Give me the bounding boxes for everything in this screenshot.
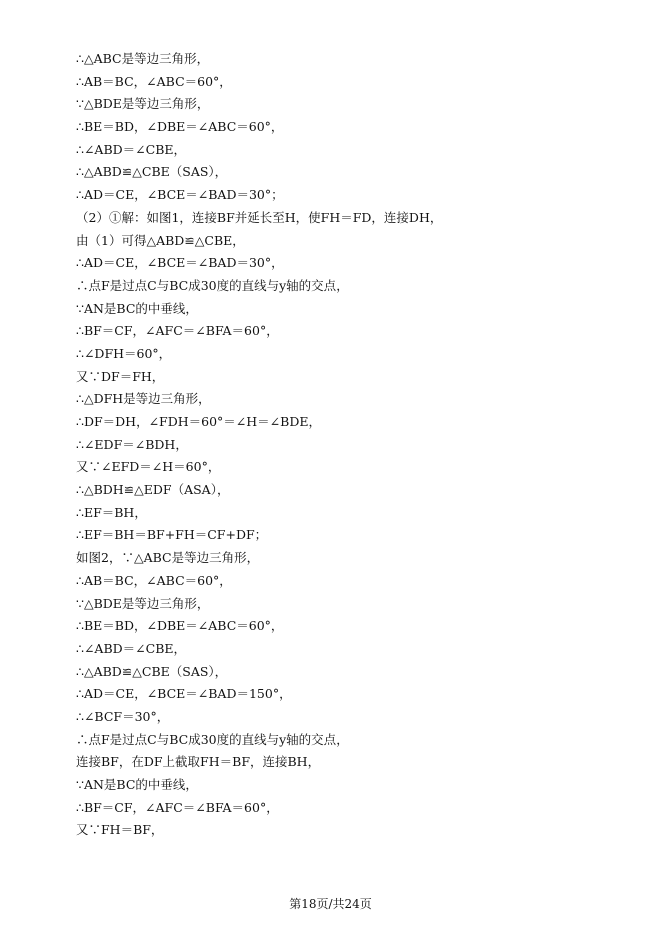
text-line: ∴∠BCF＝30°，: [76, 708, 170, 724]
text-line: ∴点F是过点C与BC成30度的直线与y轴的交点，: [76, 277, 349, 293]
text-line: ∵AN是BC的中垂线，: [76, 777, 198, 792]
text-line: ∴△ABC是等边三角形，: [76, 51, 210, 66]
text-line: ∴△BDH≌△EDF（ASA），: [76, 482, 230, 498]
text-line: ∴∠DFH＝60°，: [76, 345, 172, 361]
text-line: 又∵∠EFD＝∠H＝60°，: [76, 459, 221, 475]
text-line: ∴BE＝BD，∠DBE＝∠ABC＝60°，: [76, 618, 284, 634]
text-line: ∴EF＝BH＝BF+FH＝CF+DF；: [76, 527, 268, 543]
text-line: ∴BF＝CF，∠AFC＝∠BFA＝60°，: [76, 323, 279, 339]
text-line: ∵△BDE是等边三角形，: [76, 96, 210, 112]
text-line: ∴EF＝BH，: [76, 504, 147, 520]
text-line: ∴△ABD≌△CBE（SAS），: [76, 164, 228, 180]
text-line: ∴AD＝CE，∠BCE＝∠BAD＝30°；: [76, 187, 284, 203]
text-line: 如图2，∵△ABC是等边三角形，: [76, 550, 260, 566]
text-line: 又∵DF＝FH，: [76, 368, 165, 384]
text-line: ∴BE＝BD，∠DBE＝∠ABC＝60°，: [76, 119, 284, 135]
text-line: 由（1）可得△ABD≌△CBE，: [76, 232, 245, 248]
text-line: ∴∠ABD＝∠CBE，: [76, 141, 187, 157]
text-line: ∴AD＝CE，∠BCE＝∠BAD＝150°，: [76, 686, 292, 702]
text-line: ∴AD＝CE，∠BCE＝∠BAD＝30°，: [76, 255, 284, 271]
text-line: ∴点F是过点C与BC成30度的直线与y轴的交点，: [76, 731, 349, 747]
solution-text: [76, 48, 616, 842]
text-line: ∴△DFH是等边三角形，: [76, 391, 211, 407]
text-line: ∵△BDE是等边三角形，: [76, 595, 210, 611]
text-line: ∴∠ABD＝∠CBE，: [76, 640, 187, 656]
text-line: ∴BF＝CF，∠AFC＝∠BFA＝60°，: [76, 799, 279, 815]
text-line: ∵AN是BC的中垂线，: [76, 300, 198, 316]
text-line: ∴AB＝BC，∠ABC＝60°，: [76, 572, 232, 588]
text-line: ∴∠EDF＝∠BDH，: [76, 436, 188, 452]
text-line: ∴AB＝BC，∠ABC＝60°，: [76, 73, 232, 89]
text-line: ∴DF＝DH，∠FDH＝60°＝∠H＝∠BDE，: [76, 414, 321, 429]
text-line: 又∵FH＝BF，: [76, 822, 164, 838]
text-line: 连接BF，在DF上截取FH＝BF，连接BH，: [76, 754, 321, 770]
text-line: （2）①解：如图1，连接BF并延长至H，使FH＝FD，连接DH，: [76, 209, 443, 225]
page-number: 第18页/共24页: [289, 897, 372, 911]
text-line: ∴△ABD≌△CBE（SAS），: [76, 663, 228, 679]
